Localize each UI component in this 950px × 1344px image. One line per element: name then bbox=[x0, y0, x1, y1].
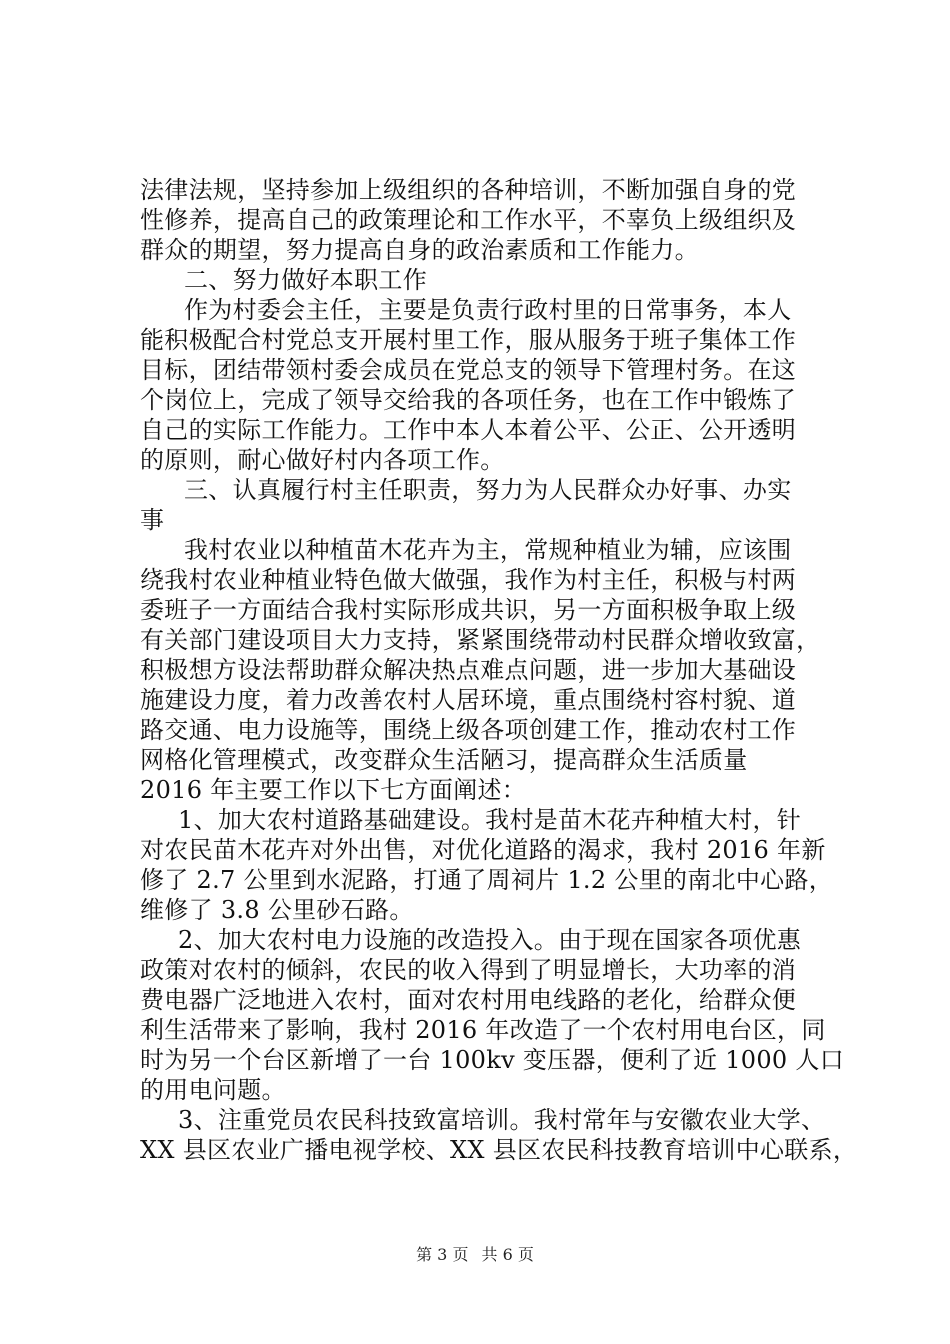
text-line: 有关部门建设项目大力支持，紧紧围绕带动村民群众增收致富， bbox=[140, 626, 821, 654]
paragraph-start: 我村农业以种植苗木花卉为主，常规种植业为辅，应该围 bbox=[184, 536, 792, 564]
list-item-start: 1、加大农村道路基础建设。我村是苗木花卉种植大村，针 bbox=[178, 806, 802, 834]
text-line: 能积极配合村党总支开展村里工作，服从服务于班子集体工作 bbox=[140, 326, 797, 354]
text-line: 积极想方设法帮助群众解决热点难点问题，进一步加大基础设 bbox=[140, 656, 797, 684]
text-line: 施建设力度，着力改善农村人居环境，重点围绕村容村貌、道 bbox=[140, 686, 797, 714]
text-line: 目标，团结带领村委会成员在党总支的领导下管理村务。在这 bbox=[140, 356, 797, 384]
text-line: 的原则，耐心做好村内各项工作。 bbox=[140, 446, 505, 474]
text-line: 自己的实际工作能力。工作中本人本着公平、公正、公开透明 bbox=[140, 416, 797, 444]
page-total: 共 6 页 bbox=[481, 1245, 534, 1264]
text-line: 的用电问题。 bbox=[140, 1076, 286, 1104]
text-line: 利生活带来了影响，我村 2016 年改造了一个农村用电台区，同 bbox=[140, 1016, 826, 1044]
text-line: 修了 2.7 公里到水泥路，打通了周祠片 1.2 公里的南北中心路， bbox=[140, 866, 834, 894]
text-line: 个岗位上，完成了领导交给我的各项任务，也在工作中锻炼了 bbox=[140, 386, 797, 414]
text-line: 维修了 3.8 公里砂石路。 bbox=[140, 896, 414, 924]
section-heading: 二、努力做好本职工作 bbox=[184, 266, 427, 294]
text-line: 绕我村农业种植业特色做大做强，我作为村主任，积极与村两 bbox=[140, 566, 797, 594]
text-line: 2016 年主要工作以下七方面阐述： bbox=[140, 776, 527, 804]
text-line: 对农民苗木花卉对外出售，对优化道路的渴求，我村 2016 年新 bbox=[140, 836, 826, 864]
text-line: 群众的期望，努力提高自身的政治素质和工作能力。 bbox=[140, 236, 699, 264]
text-line: 路交通、电力设施等，围绕上级各项创建工作，推动农村工作 bbox=[140, 716, 797, 744]
page-number: 第 3 页 bbox=[416, 1245, 469, 1264]
text-line: 网格化管理模式，改变群众生活陋习，提高群众生活质量 bbox=[140, 746, 748, 774]
text-line: 事 bbox=[140, 506, 165, 534]
text-line: 委班子一方面结合我村实际形成共识，另一方面积极争取上级 bbox=[140, 596, 797, 624]
text-line: 时为另一个台区新增了一台 100kv 变压器，便利了近 1000 人口 bbox=[140, 1046, 845, 1074]
page-footer bbox=[0, 1245, 950, 1265]
document-body bbox=[140, 175, 858, 1165]
text-line: 性修养，提高自己的政策理论和工作水平，不辜负上级组织及 bbox=[140, 206, 797, 234]
text-line: 法律法规，坚持参加上级组织的各种培训，不断加强自身的党 bbox=[140, 176, 797, 204]
text-line: 费电器广泛地进入农村，面对农村用电线路的老化，给群众便 bbox=[140, 986, 797, 1014]
text-line: XX 县区农业广播电视学校、XX 县区农民科技教育培训中心联系， bbox=[140, 1136, 858, 1164]
text-line: 政策对农村的倾斜，农民的收入得到了明显增长，大功率的消 bbox=[140, 956, 797, 984]
list-item-start: 2、加大农村电力设施的改造投入。由于现在国家各项优惠 bbox=[178, 926, 802, 954]
list-item-start: 3、注重党员农民科技致富培训。我村常年与安徽农业大学、 bbox=[178, 1106, 826, 1134]
section-heading: 三、认真履行村主任职责，努力为人民群众办好事、办实 bbox=[184, 476, 792, 504]
paragraph-start: 作为村委会主任，主要是负责行政村里的日常事务，本人 bbox=[184, 296, 792, 324]
